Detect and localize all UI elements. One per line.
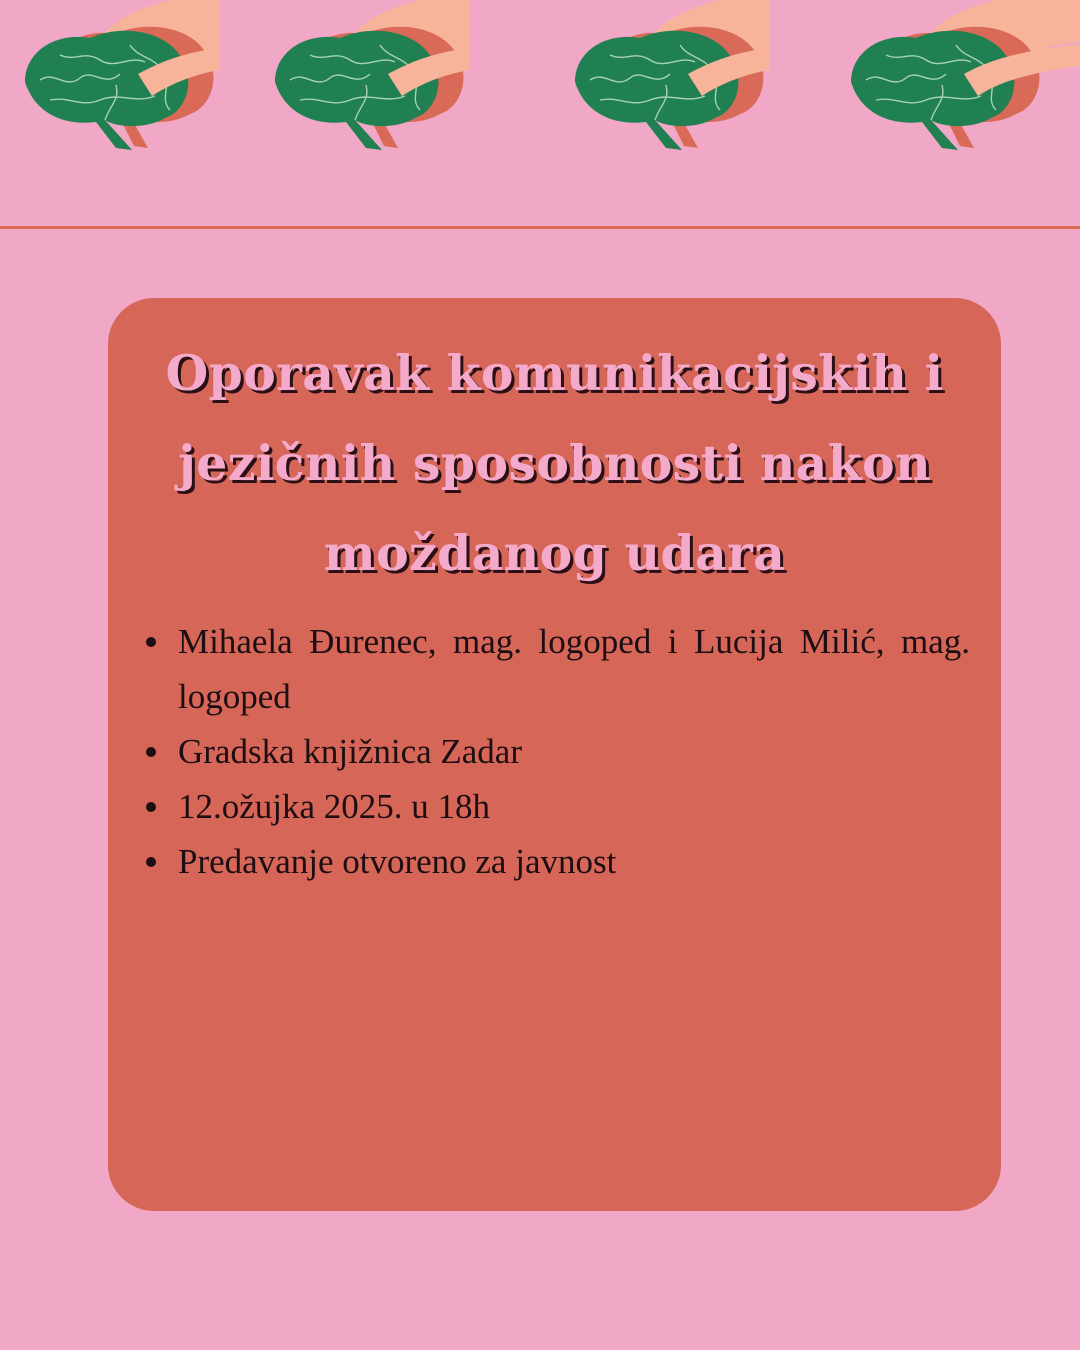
bullet-icon: [146, 802, 156, 812]
detail-text: 12.ožujka 2025. u 18h: [178, 787, 491, 826]
bullet-icon: [146, 637, 156, 647]
hand-holding-brain-icon: [270, 0, 470, 170]
detail-audience: [144, 834, 970, 889]
detail-text: Mihaela Đurenec, mag. logoped i Lucija Milić, mag. logoped: [178, 622, 970, 716]
hand-holding-brain-icon: [570, 0, 770, 170]
detail-location: [144, 724, 970, 779]
hand-holding-brain-icon: [20, 0, 220, 170]
hand-holding-brain-icon: [846, 0, 1046, 170]
event-details-list: [144, 614, 970, 889]
event-card: [108, 298, 1001, 1211]
detail-date-time: [144, 779, 970, 834]
bullet-icon: [146, 747, 156, 757]
event-title: Oporavak komunikacijskih i jezičnih sposobnosti nakon moždanog udara: [165, 344, 944, 582]
brain-illustration-strip: [0, 0, 1080, 225]
header-divider: [0, 226, 1080, 229]
detail-text: Gradska knjižnica Zadar: [178, 732, 523, 771]
detail-lecturers: [144, 614, 970, 724]
detail-text: Predavanje otvoreno za javnost: [178, 842, 617, 881]
bullet-icon: [146, 857, 156, 867]
